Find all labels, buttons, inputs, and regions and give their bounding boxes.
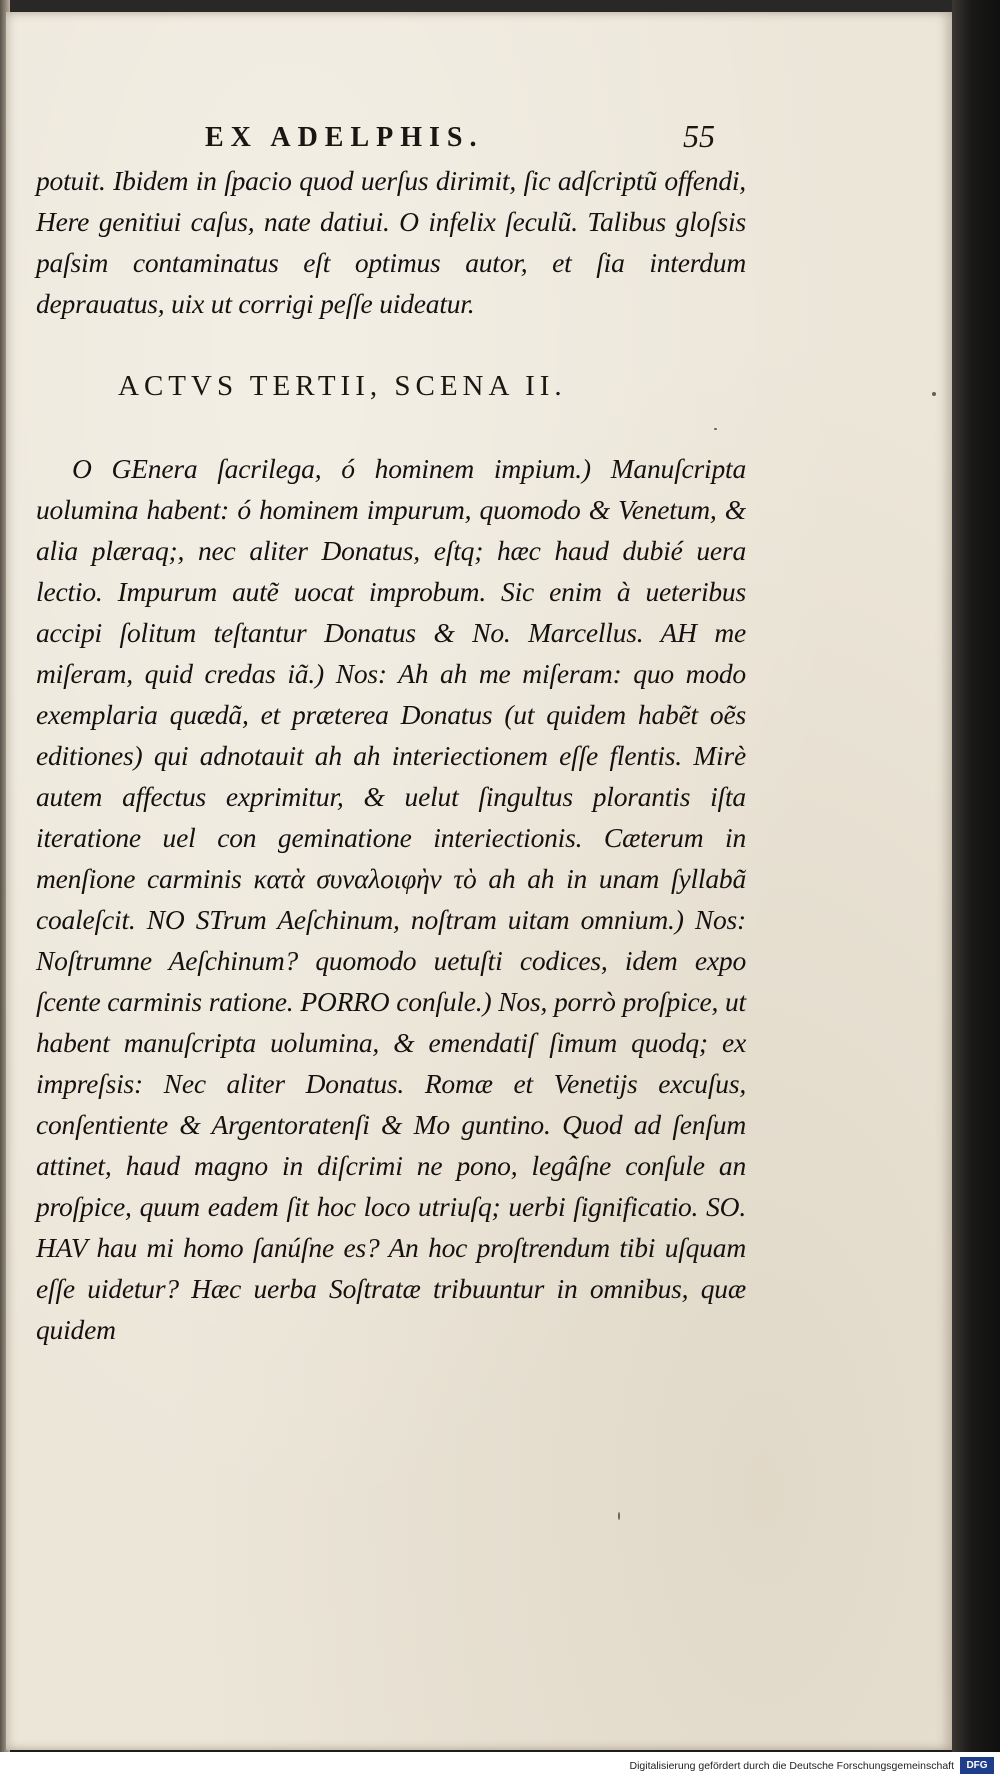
paper-speck [618, 1512, 620, 1520]
scene-heading: ACTVS TERTII, SCENA II. [118, 370, 567, 402]
running-head [205, 118, 715, 162]
scan-right-edge [952, 0, 1000, 1783]
paper-speck [714, 428, 717, 430]
commentary-paragraph: O GEnera ſacrilega, ó hominem impium.) Manuſcripta uolumina habent: ó hominem impurum, quomodo & Venetum, & alia plæraq;, nec aliter Donatus, eſtq; hæc haud dubié uera lectio. Impurum autẽ uocat improbum. Sic enim à ueteribus accipi ſolitum teſtantur Donatus & No. Marcellus. AH me miſeram, quid credas iã.) Nos: Ah ah me miſeram: quo modo exemplaria quædã, et præterea Donatus (ut quidem habẽt oẽs editiones) qui adnotauit ah ah interiectionem eſſe flentis. Mirè autem affectus exprimitur, & uelut ſingultus plorantis iſta iteratione uel con geminatione interiectionis. Cæterum in menſione carminis κατὰ συναλοιφὴν τὸ ah ah in unam ſyllabã coaleſcit. NO STrum Aeſchinum, noſtram uitam omnium.) Nos: Noſtrumne Aeſchinum? quomodo uetuſti codices, idem expo ſcente carminis ratione. PORRO conſule.) Nos, porrò proſpice, ut habent manuſcripta uolumina, & emendatiſ ſimum quodq; ex impreſsis: Nec aliter Donatus. Romæ et Venetijs excuſus, conſentiente & Argentoratenſi & Mo guntino. Quod ad ſenſum attinet, haud magno in diſcrimi ne pono, legâſne conſule an proſpice, quum eadem ſit hoc loco utriuſq; uerbi ſignificatio. SO. HAV hau mi homo ſanúſne es? An hoc proſtrendum tibi uſquam eſſe uidetur? Hæc uerba Soſtratæ tribuuntur in omnibus, quæ quidem [36, 453, 746, 1345]
footer-credit: Digitalisierung gefördert durch die Deutsche Forschungsgemeinschaft [629, 1760, 954, 1772]
top-paragraph-block [36, 160, 746, 324]
top-paragraph: potuit. Ibidem in ſpacio quod uerſus dirimit, ſic adſcriptũ offendi, Here genitiui caſus, nate datiui. O infelix ſeculũ. Talibus gloſsis paſsim contaminatus eſt optimus autor, et ſia interdum deprauatus, uix ut corrigi peſſe uideatur. [36, 165, 746, 319]
commentary-block [36, 448, 746, 1350]
dfg-logo: DFG [960, 1757, 994, 1774]
paper-speck [932, 392, 936, 396]
page-number: 55 [683, 118, 715, 154]
running-title: EX ADELPHIS. [205, 122, 484, 153]
